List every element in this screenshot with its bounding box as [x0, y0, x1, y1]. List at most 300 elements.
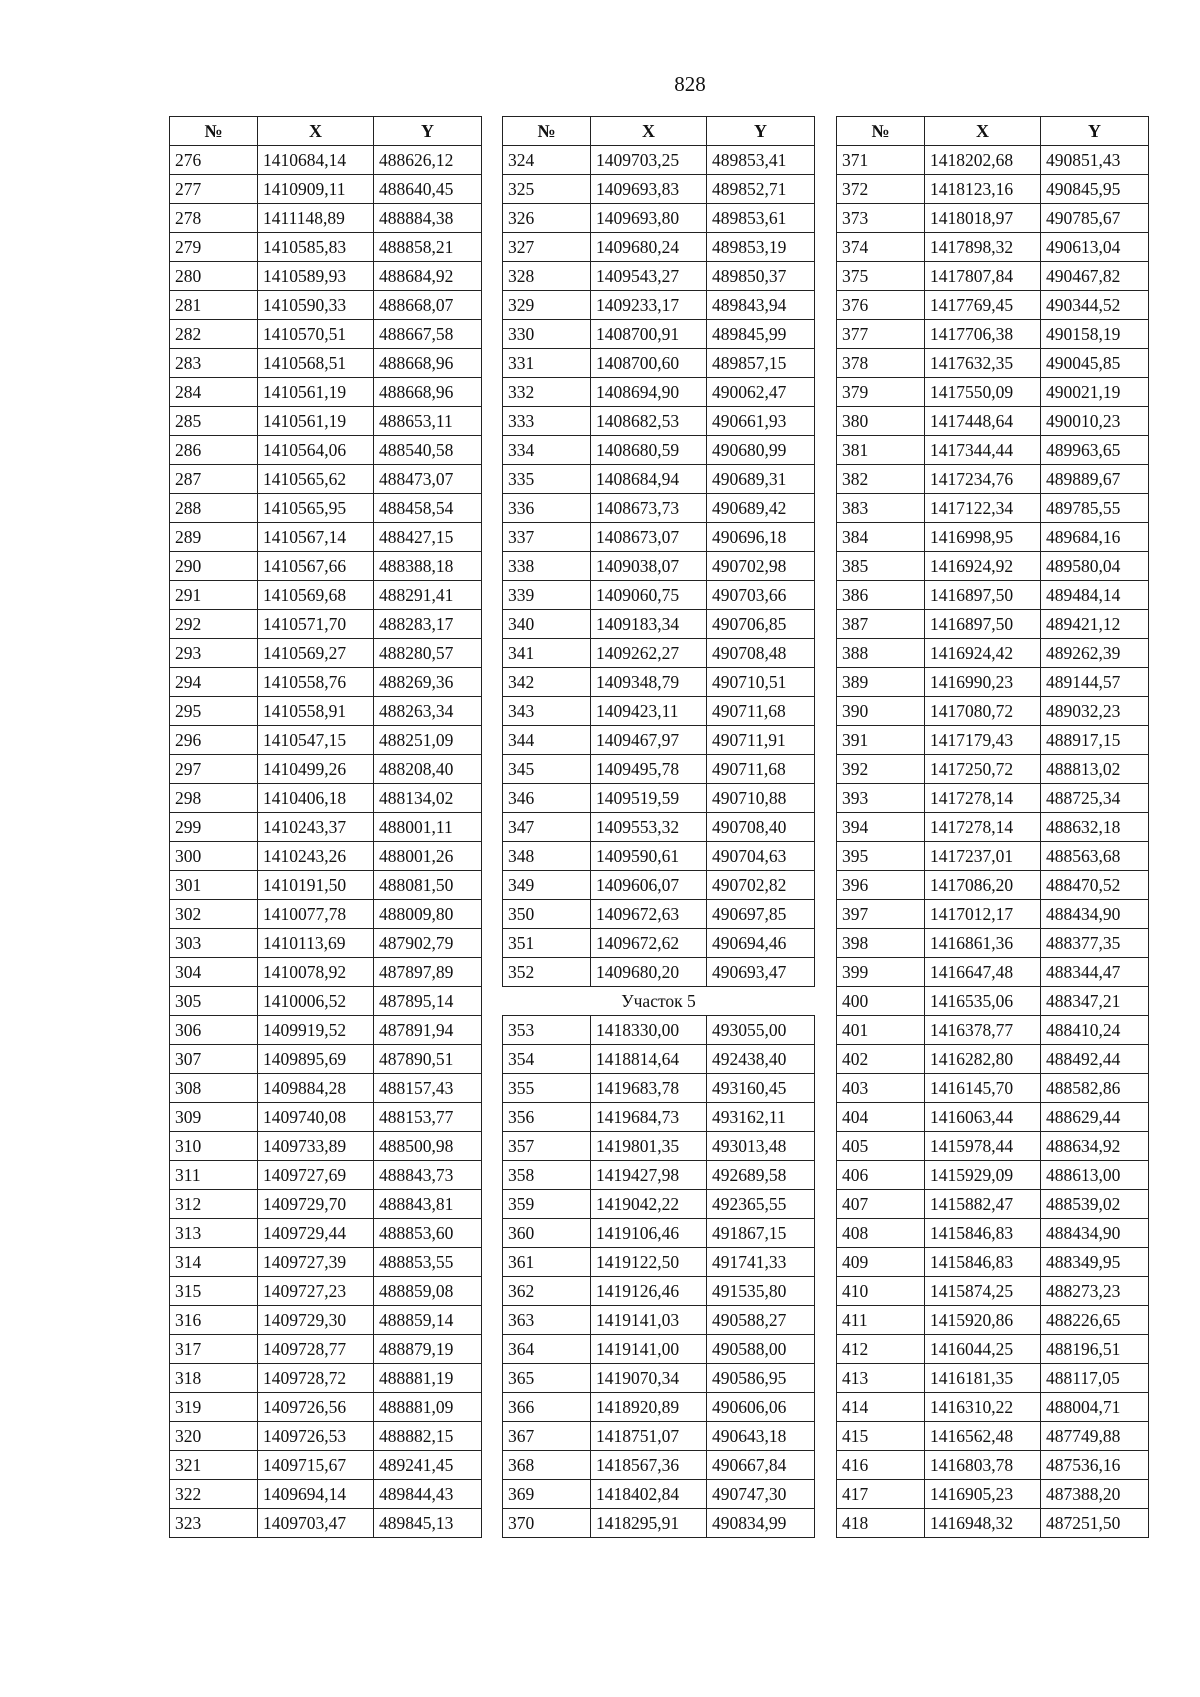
cell-x: 1410565,62: [258, 465, 374, 494]
cell-y: 490586,95: [707, 1364, 815, 1393]
cell-number: 401: [837, 1016, 925, 1045]
header-row: [503, 117, 815, 146]
cell-y: 489484,14: [1041, 581, 1149, 610]
cell-y: 490708,48: [707, 639, 815, 668]
cell-y: 488843,73: [374, 1161, 482, 1190]
table-row: [837, 1132, 1149, 1161]
cell-number: 396: [837, 871, 925, 900]
cell-y: 490710,88: [707, 784, 815, 813]
cell-y: 488632,18: [1041, 813, 1149, 842]
cell-x: 1416948,32: [925, 1509, 1041, 1538]
table-row: [837, 233, 1149, 262]
table-row: [503, 1132, 815, 1161]
cell-number: 403: [837, 1074, 925, 1103]
cell-x: 1411148,89: [258, 204, 374, 233]
table-row: [837, 1364, 1149, 1393]
cell-number: 368: [503, 1451, 591, 1480]
cell-y: 488157,43: [374, 1074, 482, 1103]
table-row: [837, 784, 1149, 813]
table-row: [170, 581, 482, 610]
cell-number: 353: [503, 1016, 591, 1045]
cell-number: 308: [170, 1074, 258, 1103]
cell-number: 351: [503, 929, 591, 958]
header-row: [170, 117, 482, 146]
cell-y: 487891,94: [374, 1016, 482, 1045]
cell-y: 490588,27: [707, 1306, 815, 1335]
cell-number: 357: [503, 1132, 591, 1161]
cell-number: 298: [170, 784, 258, 813]
cell-x: 1409693,80: [591, 204, 707, 233]
cell-x: 1409703,47: [258, 1509, 374, 1538]
column-header-number: №: [170, 117, 258, 146]
table-row: [837, 987, 1149, 1016]
cell-x: 1410684,14: [258, 146, 374, 175]
cell-y: 492438,40: [707, 1045, 815, 1074]
cell-number: 289: [170, 523, 258, 552]
table-row: [837, 262, 1149, 291]
table-row: [170, 668, 482, 697]
table-row: [503, 1219, 815, 1248]
table-row: [837, 494, 1149, 523]
cell-x: 1409519,59: [591, 784, 707, 813]
coordinates-table-2: [502, 116, 815, 1538]
table-row: [170, 349, 482, 378]
cell-x: 1417250,72: [925, 755, 1041, 784]
cell-x: 1410191,50: [258, 871, 374, 900]
cell-number: 379: [837, 378, 925, 407]
cell-y: 490711,68: [707, 755, 815, 784]
table-row: [170, 726, 482, 755]
table-row: [170, 1393, 482, 1422]
table-row: [837, 1190, 1149, 1219]
cell-y: 488634,92: [1041, 1132, 1149, 1161]
cell-x: 1408682,53: [591, 407, 707, 436]
cell-y: 490643,18: [707, 1422, 815, 1451]
cell-y: 490467,82: [1041, 262, 1149, 291]
cell-x: 1409919,52: [258, 1016, 374, 1045]
cell-number: 294: [170, 668, 258, 697]
table-row: [170, 494, 482, 523]
table-row: [170, 871, 482, 900]
cell-x: 1409728,72: [258, 1364, 374, 1393]
cell-x: 1409729,30: [258, 1306, 374, 1335]
cell-x: 1417550,09: [925, 378, 1041, 407]
table-row: [837, 1306, 1149, 1335]
cell-x: 1419684,73: [591, 1103, 707, 1132]
cell-number: 299: [170, 813, 258, 842]
cell-number: 292: [170, 610, 258, 639]
cell-number: 394: [837, 813, 925, 842]
cell-y: 488269,36: [374, 668, 482, 697]
cell-x: 1410909,11: [258, 175, 374, 204]
cell-y: 488410,24: [1041, 1016, 1149, 1045]
table-row: [170, 842, 482, 871]
table-row: [503, 291, 815, 320]
cell-x: 1409726,56: [258, 1393, 374, 1422]
cell-x: 1416897,50: [925, 610, 1041, 639]
table-row: [503, 1393, 815, 1422]
cell-number: 378: [837, 349, 925, 378]
cell-y: 488226,65: [1041, 1306, 1149, 1335]
cell-y: 488668,07: [374, 291, 482, 320]
cell-x: 1410243,37: [258, 813, 374, 842]
cell-number: 316: [170, 1306, 258, 1335]
cell-y: 490344,52: [1041, 291, 1149, 320]
table-row: [837, 1422, 1149, 1451]
cell-number: 335: [503, 465, 591, 494]
header-row: [837, 117, 1149, 146]
cell-x: 1409727,23: [258, 1277, 374, 1306]
cell-y: 488725,34: [1041, 784, 1149, 813]
table-row: [170, 1016, 482, 1045]
cell-x: 1416861,36: [925, 929, 1041, 958]
cell-number: 310: [170, 1132, 258, 1161]
cell-y: 488640,45: [374, 175, 482, 204]
cell-number: 333: [503, 407, 591, 436]
cell-x: 1410565,95: [258, 494, 374, 523]
table-row: [837, 842, 1149, 871]
cell-number: 383: [837, 494, 925, 523]
cell-x: 1409727,69: [258, 1161, 374, 1190]
column-header-x: X: [258, 117, 374, 146]
cell-number: 406: [837, 1161, 925, 1190]
table-row: [503, 755, 815, 784]
cell-x: 1419141,00: [591, 1335, 707, 1364]
table-row: [170, 1451, 482, 1480]
cell-x: 1419106,46: [591, 1219, 707, 1248]
cell-x: 1418330,00: [591, 1016, 707, 1045]
cell-number: 417: [837, 1480, 925, 1509]
cell-x: 1409348,79: [591, 668, 707, 697]
cell-number: 315: [170, 1277, 258, 1306]
cell-number: 372: [837, 175, 925, 204]
cell-x: 1416378,77: [925, 1016, 1041, 1045]
cell-number: 329: [503, 291, 591, 320]
cell-number: 287: [170, 465, 258, 494]
cell-y: 488917,15: [1041, 726, 1149, 755]
cell-y: 490710,51: [707, 668, 815, 697]
cell-number: 400: [837, 987, 925, 1016]
table-row: [503, 842, 815, 871]
cell-y: 489963,65: [1041, 436, 1149, 465]
cell-y: 488291,41: [374, 581, 482, 610]
cell-number: 404: [837, 1103, 925, 1132]
cell-y: 487897,89: [374, 958, 482, 987]
coordinates-table-1: [169, 116, 482, 1538]
cell-x: 1409467,97: [591, 726, 707, 755]
cell-number: 306: [170, 1016, 258, 1045]
cell-number: 363: [503, 1306, 591, 1335]
coordinates-table-3: [836, 116, 1149, 1538]
cell-x: 1416282,80: [925, 1045, 1041, 1074]
table-row: [837, 175, 1149, 204]
cell-number: 331: [503, 349, 591, 378]
cell-x: 1410558,91: [258, 697, 374, 726]
cell-x: 1419042,22: [591, 1190, 707, 1219]
cell-number: 279: [170, 233, 258, 262]
cell-number: 405: [837, 1132, 925, 1161]
cell-y: 487251,50: [1041, 1509, 1149, 1538]
cell-x: 1410571,70: [258, 610, 374, 639]
cell-x: 1408673,73: [591, 494, 707, 523]
cell-x: 1417080,72: [925, 697, 1041, 726]
cell-number: 354: [503, 1045, 591, 1074]
table-row: [837, 1509, 1149, 1538]
cell-y: 490158,19: [1041, 320, 1149, 349]
cell-y: 489857,15: [707, 349, 815, 378]
cell-y: 490834,99: [707, 1509, 815, 1538]
table-row: [503, 1364, 815, 1393]
cell-x: 1408694,90: [591, 378, 707, 407]
cell-y: 488427,15: [374, 523, 482, 552]
cell-y: 490062,47: [707, 378, 815, 407]
table-row: [170, 900, 482, 929]
cell-x: 1408684,94: [591, 465, 707, 494]
table-row: [837, 1045, 1149, 1074]
cell-y: 488263,34: [374, 697, 482, 726]
cell-x: 1409262,27: [591, 639, 707, 668]
table-row: [837, 639, 1149, 668]
table-row: [503, 349, 815, 378]
cell-y: 488884,38: [374, 204, 482, 233]
cell-number: 408: [837, 1219, 925, 1248]
cell-number: 309: [170, 1103, 258, 1132]
cell-number: 330: [503, 320, 591, 349]
cell-number: 361: [503, 1248, 591, 1277]
cell-number: 381: [837, 436, 925, 465]
cell-number: 321: [170, 1451, 258, 1480]
cell-y: 487902,79: [374, 929, 482, 958]
section-row: [503, 987, 815, 1016]
cell-y: 492365,55: [707, 1190, 815, 1219]
cell-number: 278: [170, 204, 258, 233]
cell-number: 393: [837, 784, 925, 813]
cell-x: 1410569,27: [258, 639, 374, 668]
cell-y: 488473,07: [374, 465, 482, 494]
cell-x: 1416647,48: [925, 958, 1041, 987]
cell-x: 1409728,77: [258, 1335, 374, 1364]
cell-x: 1416535,06: [925, 987, 1041, 1016]
cell-x: 1410006,52: [258, 987, 374, 1016]
cell-y: 489845,13: [374, 1509, 482, 1538]
cell-y: 490703,66: [707, 581, 815, 610]
cell-y: 488684,92: [374, 262, 482, 291]
cell-x: 1409680,24: [591, 233, 707, 262]
cell-number: 296: [170, 726, 258, 755]
cell-y: 489889,67: [1041, 465, 1149, 494]
cell-y: 490845,95: [1041, 175, 1149, 204]
table-row: [170, 1219, 482, 1248]
table-row: [837, 668, 1149, 697]
table-row: [837, 320, 1149, 349]
table-row: [170, 175, 482, 204]
table-row: [837, 1103, 1149, 1132]
cell-x: 1410558,76: [258, 668, 374, 697]
cell-number: 384: [837, 523, 925, 552]
table-row: [837, 436, 1149, 465]
table-row: [503, 958, 815, 987]
table-row: [503, 1451, 815, 1480]
cell-number: 340: [503, 610, 591, 639]
cell-y: 488668,96: [374, 349, 482, 378]
cell-number: 410: [837, 1277, 925, 1306]
column-header-x: X: [591, 117, 707, 146]
cell-y: 488540,58: [374, 436, 482, 465]
cell-number: 376: [837, 291, 925, 320]
cell-y: 489032,23: [1041, 697, 1149, 726]
cell-y: 488377,35: [1041, 929, 1149, 958]
table-row: [170, 1248, 482, 1277]
cell-number: 307: [170, 1045, 258, 1074]
cell-x: 1409694,14: [258, 1480, 374, 1509]
table-row: [503, 1190, 815, 1219]
cell-number: 374: [837, 233, 925, 262]
cell-number: 290: [170, 552, 258, 581]
cell-number: 300: [170, 842, 258, 871]
cell-number: 386: [837, 581, 925, 610]
cell-number: 367: [503, 1422, 591, 1451]
table-row: [503, 233, 815, 262]
cell-y: 489580,04: [1041, 552, 1149, 581]
cell-number: 283: [170, 349, 258, 378]
cell-number: 286: [170, 436, 258, 465]
cell-number: 312: [170, 1190, 258, 1219]
cell-y: 491867,15: [707, 1219, 815, 1248]
cell-number: 391: [837, 726, 925, 755]
cell-x: 1416562,48: [925, 1422, 1041, 1451]
cell-y: 489144,57: [1041, 668, 1149, 697]
cell-y: 490694,46: [707, 929, 815, 958]
cell-y: 490696,18: [707, 523, 815, 552]
table-row: [503, 871, 815, 900]
table-row: [170, 1509, 482, 1538]
cell-number: 303: [170, 929, 258, 958]
cell-x: 1409733,89: [258, 1132, 374, 1161]
column-header-y: Y: [374, 117, 482, 146]
cell-y: 488859,14: [374, 1306, 482, 1335]
cell-y: 488668,96: [374, 378, 482, 407]
column-header-number: №: [837, 117, 925, 146]
table-row: [503, 465, 815, 494]
table-row: [503, 1074, 815, 1103]
cell-y: 489852,71: [707, 175, 815, 204]
cell-x: 1409183,34: [591, 610, 707, 639]
table-row: [837, 1219, 1149, 1248]
cell-x: 1408680,59: [591, 436, 707, 465]
cell-y: 488843,81: [374, 1190, 482, 1219]
cell-y: 488134,02: [374, 784, 482, 813]
table-row: [170, 436, 482, 465]
cell-x: 1419427,98: [591, 1161, 707, 1190]
cell-y: 488458,54: [374, 494, 482, 523]
cell-y: 489853,19: [707, 233, 815, 262]
table-row: [170, 639, 482, 668]
cell-number: 337: [503, 523, 591, 552]
cell-number: 324: [503, 146, 591, 175]
cell-number: 295: [170, 697, 258, 726]
cell-number: 318: [170, 1364, 258, 1393]
cell-x: 1409233,17: [591, 291, 707, 320]
cell-number: 284: [170, 378, 258, 407]
table-row: [837, 610, 1149, 639]
cell-number: 375: [837, 262, 925, 291]
cell-y: 490689,42: [707, 494, 815, 523]
cell-x: 1417278,14: [925, 813, 1041, 842]
table-row: [170, 465, 482, 494]
cell-number: 336: [503, 494, 591, 523]
cell-y: 488251,09: [374, 726, 482, 755]
cell-x: 1418920,89: [591, 1393, 707, 1422]
cell-x: 1418751,07: [591, 1422, 707, 1451]
cell-x: 1415882,47: [925, 1190, 1041, 1219]
cell-y: 488009,80: [374, 900, 482, 929]
cell-y: 489853,61: [707, 204, 815, 233]
cell-y: 489853,41: [707, 146, 815, 175]
cell-number: 366: [503, 1393, 591, 1422]
table-row: [837, 581, 1149, 610]
column-header-x: X: [925, 117, 1041, 146]
cell-number: 373: [837, 204, 925, 233]
cell-y: 488196,51: [1041, 1335, 1149, 1364]
column-header-y: Y: [1041, 117, 1149, 146]
table-row: [170, 320, 482, 349]
cell-y: 488563,68: [1041, 842, 1149, 871]
cell-y: 488859,08: [374, 1277, 482, 1306]
cell-y: 487536,16: [1041, 1451, 1149, 1480]
table-row: [837, 813, 1149, 842]
cell-x: 1417807,84: [925, 262, 1041, 291]
table-row: [503, 552, 815, 581]
table-row: [170, 1277, 482, 1306]
cell-y: 488582,86: [1041, 1074, 1149, 1103]
cell-x: 1418402,84: [591, 1480, 707, 1509]
cell-y: 490010,23: [1041, 407, 1149, 436]
cell-x: 1410561,19: [258, 407, 374, 436]
cell-x: 1410567,66: [258, 552, 374, 581]
table-row: [503, 1306, 815, 1335]
cell-number: 390: [837, 697, 925, 726]
table-row: [837, 1016, 1149, 1045]
table-row: [503, 1161, 815, 1190]
cell-y: 491741,33: [707, 1248, 815, 1277]
table-row: [503, 262, 815, 291]
table-row: [170, 958, 482, 987]
cell-number: 414: [837, 1393, 925, 1422]
cell-y: 490045,85: [1041, 349, 1149, 378]
cell-y: 487895,14: [374, 987, 482, 1016]
table-row: [837, 407, 1149, 436]
cell-number: 345: [503, 755, 591, 784]
table-row: [170, 1161, 482, 1190]
cell-number: 392: [837, 755, 925, 784]
cell-x: 1410078,92: [258, 958, 374, 987]
table-row: [503, 668, 815, 697]
cell-number: 348: [503, 842, 591, 871]
cell-y: 488347,21: [1041, 987, 1149, 1016]
table-row: [503, 407, 815, 436]
table-row: [837, 1480, 1149, 1509]
table-row: [170, 204, 482, 233]
cell-x: 1417237,01: [925, 842, 1041, 871]
cell-number: 388: [837, 639, 925, 668]
cell-x: 1409495,78: [591, 755, 707, 784]
cell-x: 1410567,14: [258, 523, 374, 552]
cell-y: 490693,47: [707, 958, 815, 987]
cell-x: 1415846,83: [925, 1219, 1041, 1248]
cell-x: 1408700,60: [591, 349, 707, 378]
cell-y: 489684,16: [1041, 523, 1149, 552]
cell-x: 1409060,75: [591, 581, 707, 610]
